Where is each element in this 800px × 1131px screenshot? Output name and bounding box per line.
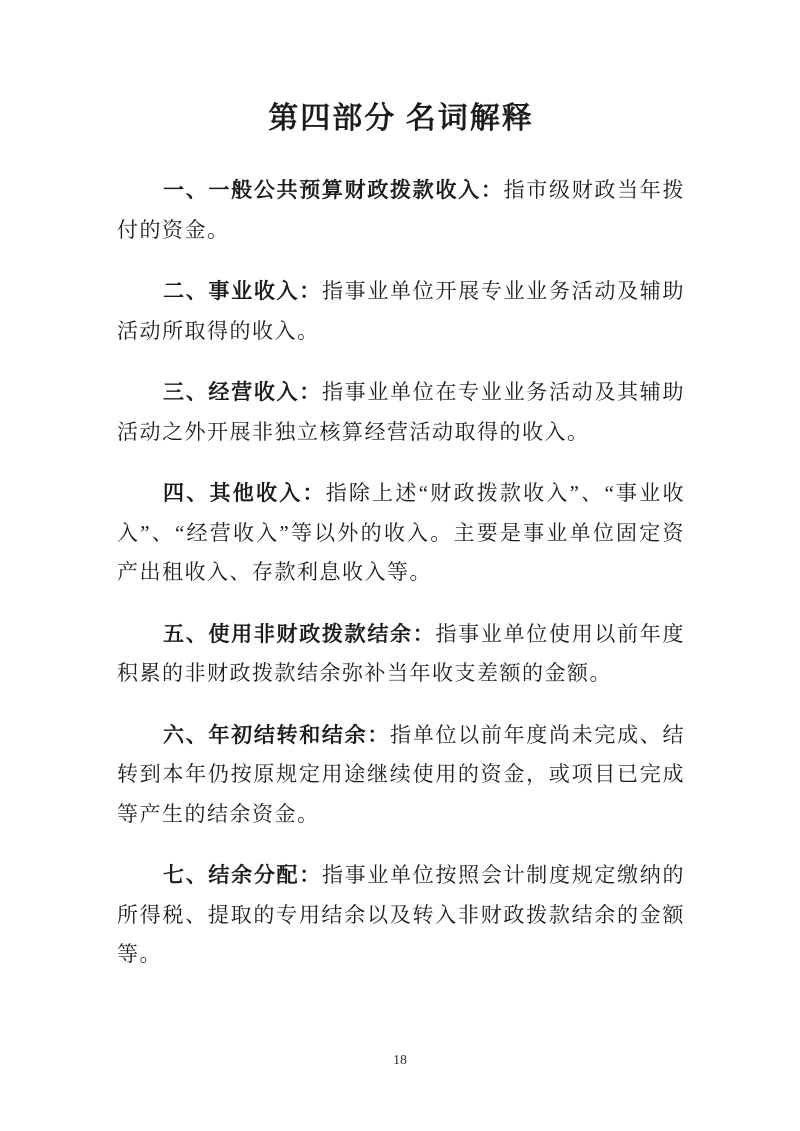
term-definition: 指事业单位按照会计制度规定缴纳的所得税、提取的专用结余以及转入非财政拨款结余的金额等。 [117, 863, 686, 966]
term-definition: 指除上述“财政拨款收入”、“事业收入”、“经营收入”等以外的收入。主要是事业单位固定资产出租收入、存款利息收入等。 [117, 481, 685, 584]
term-paragraph-4 [117, 474, 685, 593]
page-number: 18 [393, 1053, 407, 1068]
term-definition: 指事业单位开展专业业务活动及辅助活动所取得的收入。 [117, 279, 686, 343]
term-label: 一、一般公共预算财政拨款收入： [163, 178, 504, 202]
term-paragraph-1 [117, 171, 685, 250]
term-label: 六、年初结转和结余： [163, 722, 391, 747]
term-definition: 指单位以前年度尚未完成、结转到本年仍按原规定用途继续使用的资金，或项目已完成等产生的结余资金。 [117, 722, 686, 826]
term-label: 五、使用非财政拨款结余： [163, 621, 436, 646]
term-paragraph-3 [117, 373, 685, 452]
page-title: 第四部分 名词解释 [268, 102, 534, 135]
term-paragraph-5 [117, 615, 685, 694]
term-definition: 指市级财政当年拨付的资金。 [117, 178, 686, 242]
term-paragraph-2 [117, 272, 685, 351]
term-paragraph-7 [117, 856, 685, 975]
term-label: 三、经营收入： [163, 380, 322, 404]
term-definition: 指事业单位使用以前年度积累的非财政拨款结余弥补当年收支差额的金额。 [117, 621, 686, 685]
term-label: 七、结余分配： [163, 863, 322, 887]
term-label: 二、事业收入： [163, 279, 322, 303]
term-definition: 指事业单位在专业业务活动及其辅助活动之外开展非独立核算经营活动取得的收入。 [117, 380, 686, 444]
term-label: 四、其他收入： [163, 481, 326, 505]
term-paragraph-6 [117, 716, 685, 835]
